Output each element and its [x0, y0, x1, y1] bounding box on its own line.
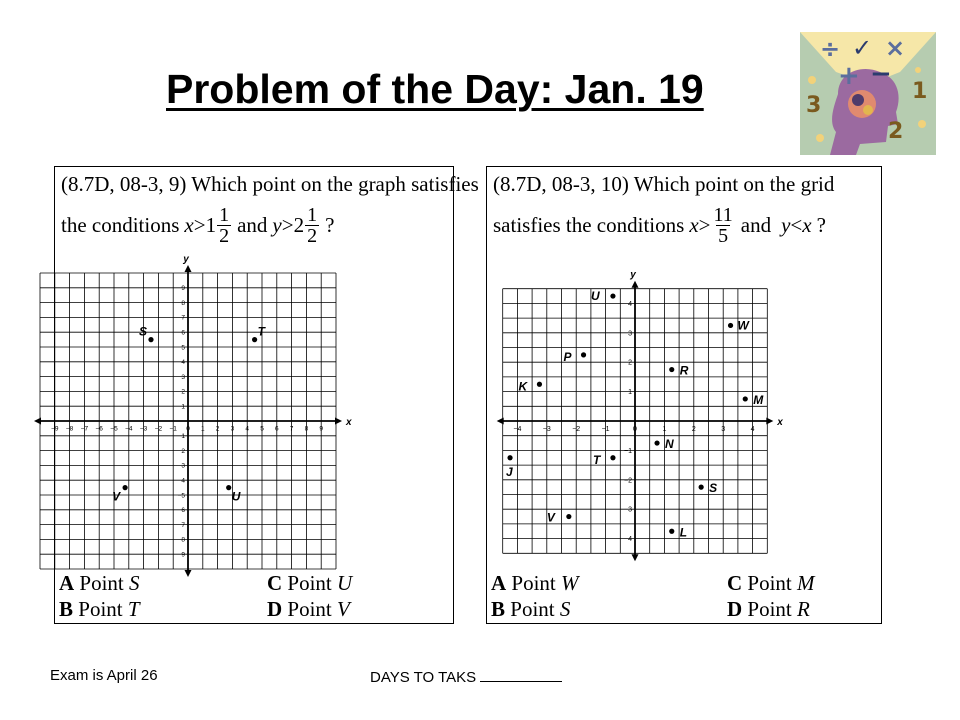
point-label-s: S	[709, 481, 718, 496]
point-label-p: P	[563, 349, 572, 364]
y-tick-label: −4	[624, 536, 632, 544]
coordinate-grid-2	[487, 249, 881, 569]
point-label-u: U	[590, 289, 600, 304]
y-axis-arrow-down	[185, 570, 192, 577]
x-tick-label: −4	[125, 425, 133, 433]
problem-2-panel	[486, 166, 882, 624]
point-m	[743, 396, 748, 401]
x-tick-label: −7	[80, 425, 89, 433]
cond-y-var: y	[272, 213, 282, 237]
x-tick-label: 3	[230, 425, 235, 433]
point-label-v: V	[112, 489, 121, 504]
x-tick-label: −4	[513, 426, 522, 433]
point-label-t: T	[592, 452, 601, 467]
point-label-j: J	[506, 464, 513, 479]
exam-date-text: Exam is April 26	[50, 667, 158, 684]
y-tick-label: 9	[181, 285, 185, 293]
problem-1-question-line-2	[61, 205, 334, 246]
answer-c[interactable]: C Point M	[727, 571, 815, 595]
answer-b[interactable]: B Point S	[491, 597, 571, 621]
y-tick-label: 8	[181, 299, 185, 307]
x-tick-label: −2	[572, 426, 581, 433]
x-tick-label: 1	[200, 425, 205, 433]
cond-y-var: y	[781, 213, 791, 237]
problem-2-question-line-1: (8.7D, 08-3, 10) Which point on the grid	[493, 172, 835, 196]
logo-minus-icon: −	[870, 59, 892, 89]
logo-three-icon: 3	[806, 93, 822, 118]
y-tick-label: 7	[181, 314, 185, 322]
x-tick-label: 0	[633, 426, 637, 433]
x-tick-label: 2	[215, 425, 220, 433]
page-title: Problem of the Day: Jan. 19	[166, 66, 704, 112]
point-u	[610, 293, 615, 298]
x-tick-label: 5	[260, 425, 264, 433]
point-v	[123, 485, 128, 490]
answer-a[interactable]: A Point W	[491, 571, 579, 595]
y-tick-label: 4	[628, 300, 632, 308]
coordinate-grid-1	[51, 249, 453, 569]
y-tick-label: −1	[177, 433, 185, 441]
point-t	[252, 337, 257, 342]
cond-y-rhs: x	[802, 213, 812, 237]
cond-x-var: x	[689, 213, 699, 237]
x-tick-label: 8	[304, 425, 309, 433]
y-axis-label: y	[630, 269, 636, 281]
problem-1-panel	[51, 166, 479, 624]
point-l	[669, 529, 674, 534]
conditions-label: satisfies the conditions	[493, 213, 685, 237]
point-s	[699, 485, 704, 490]
point-v	[566, 514, 571, 519]
y-axis-label: y	[183, 254, 189, 265]
point-n	[654, 440, 659, 445]
cond-y-whole: 2	[293, 213, 305, 237]
x-tick-label: 4	[750, 426, 755, 433]
cond-y-op: <	[790, 213, 803, 237]
answer-a[interactable]: A Point S	[59, 571, 140, 595]
point-label-w: W	[737, 318, 749, 333]
y-tick-label: −4	[177, 477, 185, 485]
x-tick-label: −3	[542, 426, 551, 433]
point-label-t: T	[257, 324, 265, 339]
x-tick-label: 4	[245, 425, 250, 433]
y-tick-label: 2	[628, 359, 632, 367]
point-label-s: S	[139, 324, 148, 339]
and-word: and	[740, 213, 772, 237]
and-word: and	[237, 213, 268, 237]
x-tick-label: −5	[110, 425, 118, 433]
logo-two-icon: 2	[888, 119, 904, 144]
point-label-m: M	[753, 392, 764, 407]
point-w	[728, 323, 733, 328]
x-axis-arrow-right	[766, 418, 773, 425]
point-p	[581, 352, 586, 357]
x-tick-label: 9	[319, 425, 324, 433]
problem-1-question-line-1: (8.7D, 08-3, 9) Which point on the graph satisfies	[61, 172, 479, 196]
days-to-taks-text: DAYS TO TAKS	[370, 667, 562, 686]
logo-one-icon: 1	[912, 79, 928, 104]
y-tick-label: 1	[181, 403, 185, 411]
y-tick-label: −1	[624, 447, 632, 455]
y-tick-label: 6	[181, 329, 185, 337]
point-label-r: R	[679, 363, 689, 378]
x-tick-label: −1	[601, 426, 610, 433]
point-s	[148, 337, 153, 342]
point-u	[226, 485, 231, 490]
cond-x-var: x	[184, 213, 194, 237]
x-tick-label: 1	[662, 426, 667, 433]
point-t	[610, 455, 615, 460]
x-tick-label: −2	[154, 425, 163, 433]
x-axis-label: x	[777, 417, 783, 428]
cond-x-fraction: $\frac{1}{2}$	[219, 204, 230, 247]
x-tick-label: −3	[139, 425, 148, 433]
y-tick-label: −5	[177, 492, 185, 500]
answer-b[interactable]: B Point T	[59, 597, 140, 621]
point-label-v: V	[546, 510, 555, 525]
x-axis-label: x	[346, 417, 352, 428]
x-axis-arrow-right	[335, 418, 342, 425]
x-tick-label: −9	[51, 425, 59, 433]
y-tick-label: 5	[181, 344, 185, 352]
y-tick-label: 1	[628, 389, 632, 397]
x-tick-label: −6	[95, 425, 103, 433]
y-axis-arrow-down	[632, 554, 639, 561]
x-tick-label: 0	[186, 425, 190, 433]
x-tick-label: 3	[721, 426, 726, 433]
problem-2-question-line-2	[493, 205, 826, 246]
x-axis-arrow-left	[497, 418, 504, 425]
y-tick-label: −2	[624, 477, 632, 485]
x-tick-label: 6	[274, 425, 279, 433]
x-tick-label: 7	[289, 425, 294, 433]
point-label-u: U	[231, 489, 241, 504]
days-blank	[480, 667, 562, 682]
cond-x-op: >	[193, 213, 206, 237]
logo-check-icon: ✓	[852, 34, 873, 62]
x-tick-label: 2	[691, 426, 696, 433]
cond-x-fraction: $\frac{11}{5}$	[713, 204, 733, 247]
point-label-k: K	[518, 379, 528, 394]
y-tick-label: 4	[181, 359, 185, 367]
answer-d[interactable]: D Point R	[727, 597, 810, 621]
x-tick-label: −8	[65, 425, 74, 433]
point-label-n: N	[665, 437, 674, 452]
cond-x-op: >	[698, 213, 711, 237]
y-tick-label: −3	[177, 462, 185, 470]
logo-divide-icon: ÷	[820, 35, 841, 63]
point-r	[669, 367, 674, 372]
cond-y-fraction: $\frac{1}{2}$	[307, 204, 318, 247]
y-tick-label: −9	[177, 551, 185, 559]
math-brain-logo	[800, 32, 936, 155]
cond-y-op: >	[281, 213, 294, 237]
cond-x-whole: 1	[205, 213, 217, 237]
y-tick-label: 2	[181, 388, 185, 396]
y-tick-label: −6	[177, 507, 185, 515]
point-label-l: L	[679, 525, 688, 540]
y-axis-arrow-up	[185, 265, 192, 272]
conditions-label: the conditions	[61, 213, 180, 237]
x-axis-arrow-left	[34, 418, 41, 425]
logo-times-icon: ×	[885, 34, 906, 62]
y-tick-label: 3	[181, 373, 185, 381]
point-j	[507, 455, 512, 460]
answer-d[interactable]: D Point V	[267, 597, 350, 621]
y-axis-arrow-up	[632, 281, 639, 288]
point-k	[537, 382, 542, 387]
y-tick-label: −8	[177, 536, 185, 544]
question-mark: ?	[325, 213, 335, 237]
answer-c[interactable]: C Point U	[267, 571, 353, 595]
y-tick-label: −7	[177, 521, 185, 529]
y-tick-label: 3	[628, 330, 632, 338]
logo-plus-icon: +	[838, 61, 860, 91]
question-mark: ?	[816, 213, 826, 237]
x-tick-label: −1	[169, 425, 177, 433]
y-tick-label: −3	[624, 506, 632, 514]
y-tick-label: −2	[177, 447, 185, 455]
